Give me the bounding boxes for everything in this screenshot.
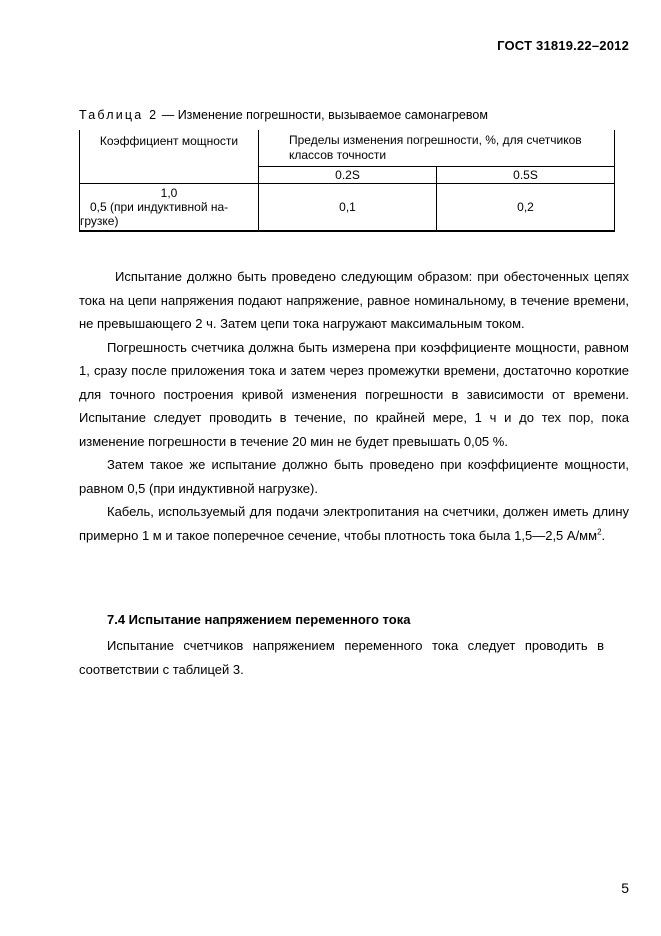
col-header-error-limits bbox=[259, 130, 615, 166]
value-class-b: 0,2 bbox=[437, 183, 615, 231]
document-code: ГОСТ 31819.22–2012 bbox=[497, 38, 629, 53]
col-header-power-factor: Коэффициент мощности bbox=[80, 130, 259, 166]
table-caption bbox=[79, 108, 488, 122]
paragraph-4-text: Кабель, используемый для подачи электропитания на счетчики, должен иметь длину примерно 1 м и такое поперечное сечение, чтобы плотность тока была 1,5—2,5 А/мм bbox=[79, 504, 629, 543]
section-heading: 7.4 Испытание напряжением переменного тока bbox=[107, 612, 411, 627]
value-class-a: 0,1 bbox=[259, 183, 437, 231]
paragraph-2: Погрешность счетчика должна быть измерена при коэффициенте мощности, равном 1, сразу после приложения тока и затем через промежутки времени, достаточно короткие для точного построения кривой изменения погрешности в зависимости от времени. Испытание следует проводить в течение, по крайней мере, 1 ч и до тех пор, пока изменение погрешности в течение 20 мин не будет превышать 0,05 %. bbox=[79, 339, 629, 449]
self-heating-table bbox=[79, 130, 615, 232]
col-header-class-b: 0.5S bbox=[437, 166, 615, 183]
power-factor-cell bbox=[80, 183, 259, 231]
table-row bbox=[80, 183, 615, 231]
paragraph-4 bbox=[79, 500, 629, 547]
power-factor-value-1: 1,0 bbox=[160, 185, 178, 200]
paragraph-4-end: . bbox=[601, 527, 606, 543]
col-header-error-limits-line1: Пределы изменения погрешности, %, для счетчиков bbox=[289, 133, 582, 147]
paragraph-4-superscript: 2 bbox=[597, 527, 602, 537]
paragraph-1: Испытание должно быть проведено следующим образом: при обесточенных цепях тока на цепи напряжения подают напряжение, равное номинальному, в течение времени, не превышающего 2 ч. Затем цепи тока нагружают максимальным током. bbox=[79, 269, 629, 331]
table-caption-label: Таблица 2 bbox=[79, 108, 159, 122]
section-body bbox=[79, 634, 604, 681]
page-number: 5 bbox=[621, 880, 629, 896]
body-paragraphs bbox=[79, 265, 629, 547]
col-header-spacer bbox=[80, 166, 259, 183]
col-header-error-limits-line2: классов точности bbox=[289, 148, 387, 162]
col-header-class-a: 0.2S bbox=[259, 166, 437, 183]
paragraph-3: Затем такое же испытание должно быть проведено при коэффициенте мощности, равном 0,5 (при индуктивной нагрузке). bbox=[79, 457, 629, 496]
power-factor-value-2-cont: грузке) bbox=[80, 213, 119, 228]
section-paragraph: Испытание счетчиков напряжением переменного тока следует проводить в соответствии с таблицей 3. bbox=[79, 638, 604, 677]
power-factor-value-2: 0,5 (при индуктивной на- bbox=[90, 199, 229, 214]
table-caption-title: — Изменение погрешности, вызываемое самонагревом bbox=[158, 108, 488, 122]
